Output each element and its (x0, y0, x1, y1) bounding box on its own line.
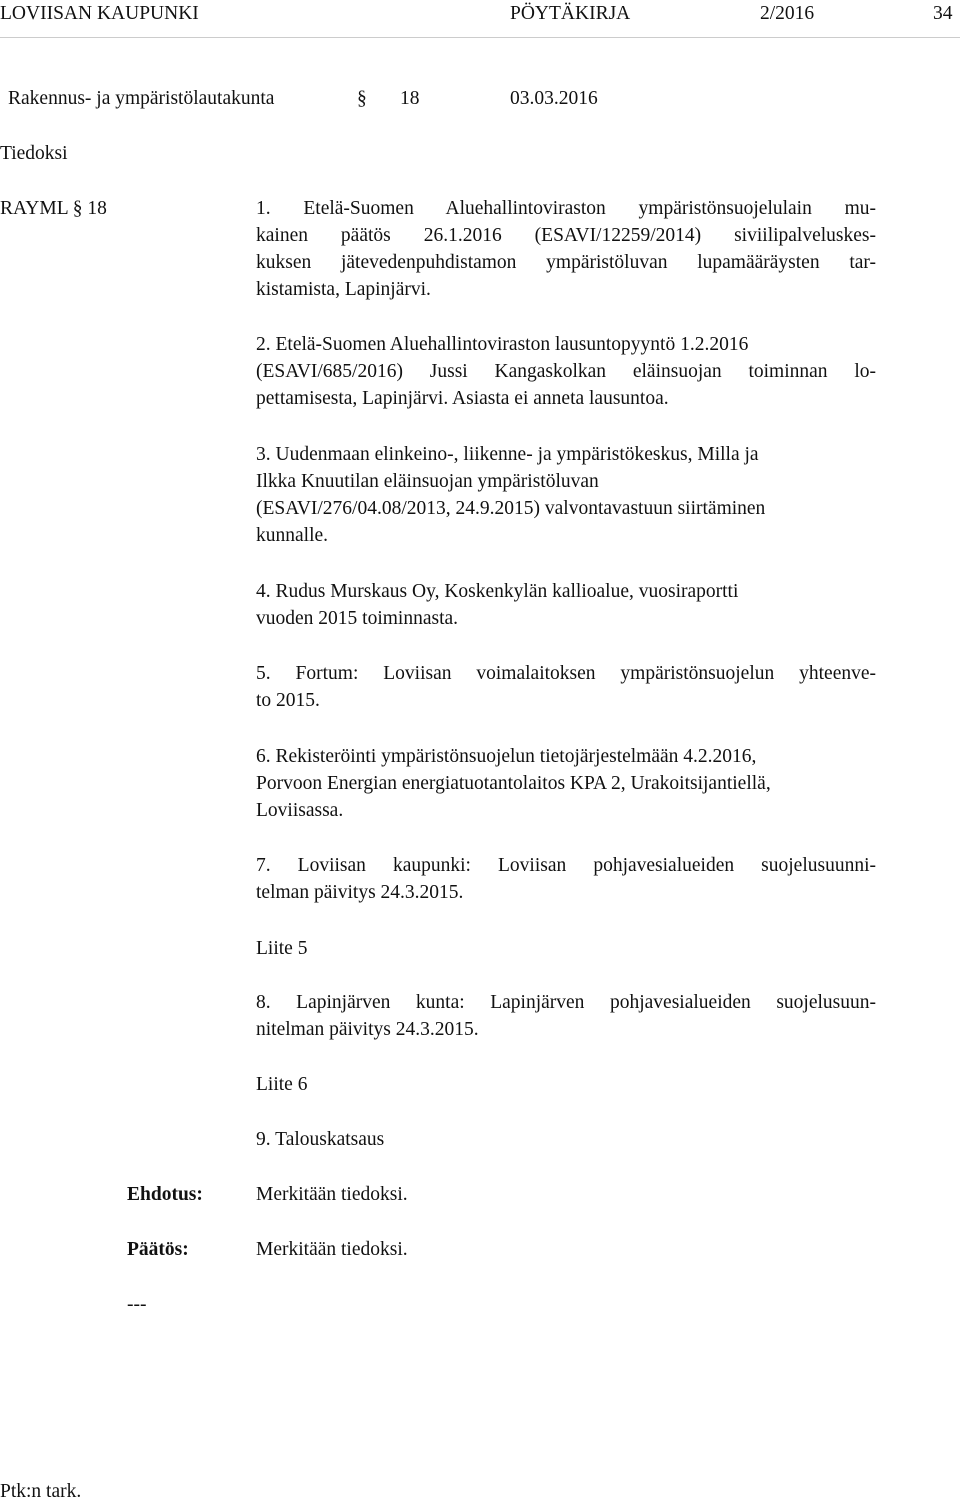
list-item (256, 660, 876, 714)
item-line: 2. Etelä-Suomen Aluehallintoviraston lausuntopyyntö 1.2.2016 (256, 334, 749, 355)
list-item (256, 441, 876, 549)
list-item (256, 195, 876, 303)
item-line: kunnalle. (256, 525, 329, 546)
decision-label: Päätös: (127, 1239, 189, 1260)
list-item (256, 989, 876, 1043)
item-line: 8. Lapinjärven kunta: Lapinjärven pohjavesialueiden suojelusuun- (256, 992, 876, 1013)
item-line: 9. Talouskatsaus (256, 1129, 385, 1150)
item-line: vuoden 2015 toiminnasta. (256, 608, 459, 629)
meeting-date: 03.03.2016 (510, 88, 598, 109)
item-line: 3. Uudenmaan elinkeino-, liikenne- ja ympäristökeskus, Milla ja (256, 444, 759, 465)
topic-title: Tiedoksi (0, 143, 68, 164)
section-number: 18 (400, 88, 420, 109)
item-line: 1. Etelä-Suomen Aluehallintoviraston ympäristönsuojelulain mu- (256, 198, 876, 219)
section-symbol: § (357, 88, 367, 109)
list-item (256, 743, 876, 824)
header-page-number: 34 (933, 3, 953, 24)
list-item (256, 1126, 876, 1153)
item-line: Liite 6 (256, 1074, 308, 1095)
meeting-body: Rakennus- ja ympäristölautakunta (8, 88, 275, 109)
item-line: Loviisassa. (256, 800, 344, 821)
item-line: kuksen jätevedenpuhdistamon ympäristöluvan lupamääräysten tar- (256, 252, 876, 273)
item-line: 4. Rudus Murskaus Oy, Koskenkylän kallioalue, vuosiraportti (256, 581, 739, 602)
decision-text: Merkitään tiedoksi. (256, 1239, 408, 1260)
proposal-text: Merkitään tiedoksi. (256, 1184, 408, 1205)
list-item (256, 578, 876, 632)
item-line: pettamisesta, Lapinjärvi. Asiasta ei anneta lausuntoa. (256, 388, 669, 409)
footer-check-label: Ptk:n tark. (0, 1481, 82, 1502)
separator: --- (127, 1294, 147, 1315)
attachment-label (256, 935, 876, 962)
item-line: 7. Loviisan kaupunki: Loviisan pohjavesialueiden suojelusuunni- (256, 855, 876, 876)
item-line: 6. Rekisteröinti ympäristönsuojelun tietojärjestelmään 4.2.2016, (256, 746, 757, 767)
item-line: kistamista, Lapinjärvi. (256, 279, 431, 300)
proposal-label: Ehdotus: (127, 1184, 203, 1205)
item-line: (ESAVI/276/04.08/2013, 24.9.2015) valvontavastuun siirtäminen (256, 498, 766, 519)
item-line: nitelman päivitys 24.3.2015. (256, 1019, 479, 1040)
item-line: Liite 5 (256, 938, 308, 959)
attachment-label (256, 1071, 876, 1098)
header-doc-number: 2/2016 (760, 3, 815, 24)
list-item (256, 331, 876, 412)
header-divider (0, 37, 960, 38)
list-item (256, 852, 876, 906)
header-doc-type: PÖYTÄKIRJA (510, 3, 631, 24)
item-line: 5. Fortum: Loviisan voimalaitoksen ympäristönsuojelun yhteenve- (256, 663, 876, 684)
header-organization: LOVIISAN KAUPUNKI (0, 3, 199, 24)
item-line: kainen päätös 26.1.2016 (ESAVI/12259/2014) siviilipalveluskes- (256, 225, 876, 246)
item-line: to 2015. (256, 690, 320, 711)
item-line: telman päivitys 24.3.2015. (256, 882, 464, 903)
item-line: (ESAVI/685/2016) Jussi Kangaskolkan eläinsuojan toiminnan lo- (256, 361, 876, 382)
item-line: Ilkka Knuutilan eläinsuojan ympäristöluvan (256, 471, 599, 492)
section-reference: RAYML § 18 (0, 198, 107, 219)
item-line: Porvoon Energian energiatuotantolaitos KPA 2, Urakoitsijantiellä, (256, 773, 771, 794)
